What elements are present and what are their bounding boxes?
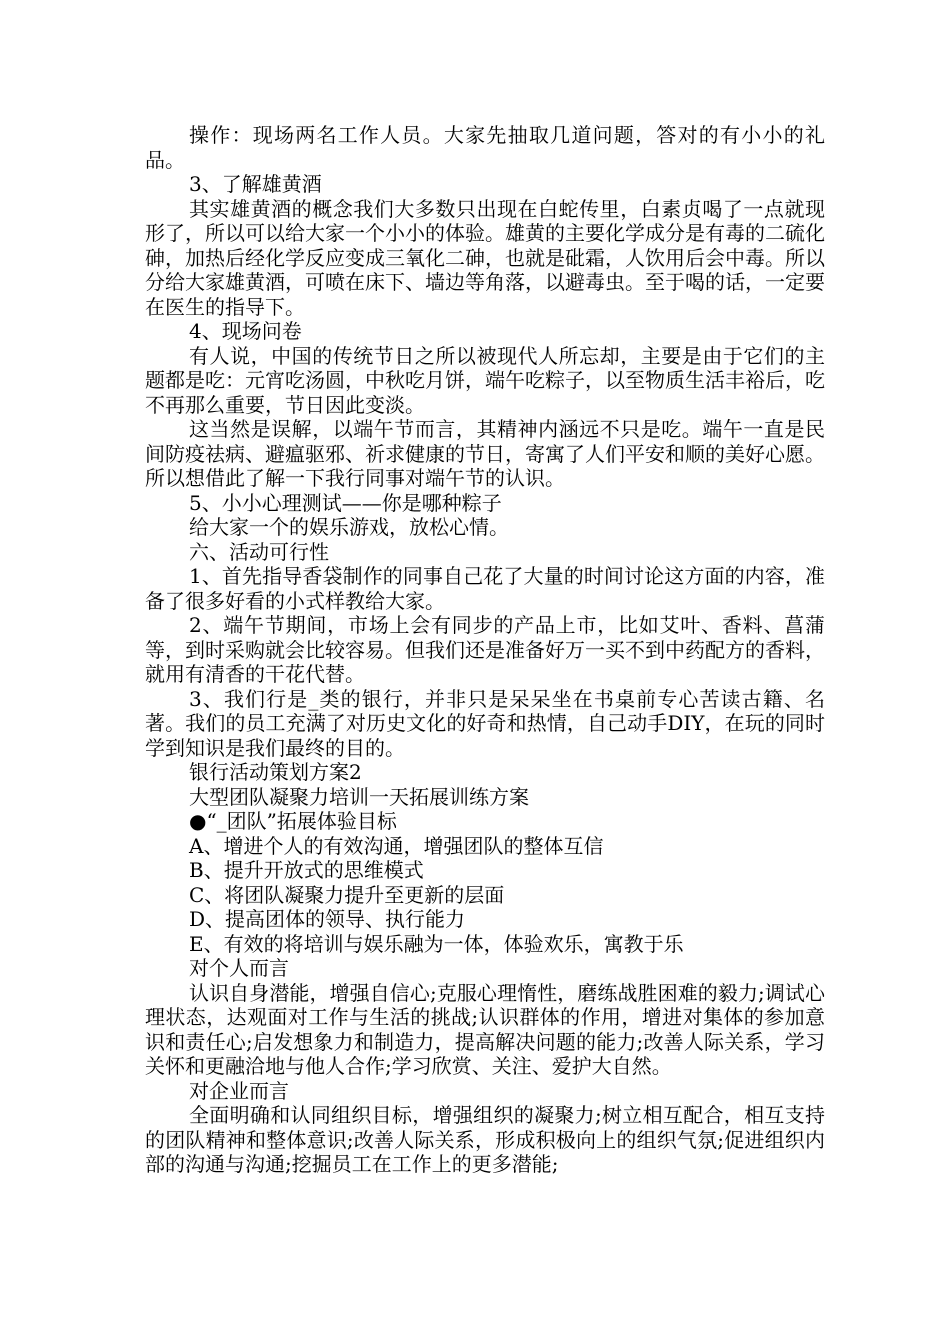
list-item: E、有效的将培训与娱乐融为一体，体验欢乐，寓教于乐	[189, 931, 684, 956]
paragraph: 有人说，中国的传统节日之所以被现代人所忘却，主要是由于它们的主题都是吃：元宵吃汤圆，中秋吃月饼，端午吃粽子，以至物质生活丰裕后，吃不再那么重要，节日因此变淡。	[145, 343, 825, 417]
section-heading: 5、小小心理测试——你是哪种粽子	[189, 490, 502, 515]
list-item: B、提升开放式的思维模式	[189, 858, 424, 882]
document-title: 银行活动策划方案2	[189, 760, 362, 784]
section-heading: 六、活动可行性	[189, 539, 329, 564]
section-heading: 对个人而言	[189, 956, 289, 980]
paragraph: 操作：现场两名工作人员。大家先抽取几道问题，答对的有小小的礼品。	[145, 123, 825, 172]
bullet-heading: ●“_团队”拓展体验目标	[189, 809, 397, 833]
section-heading: 3、了解雄黄酒	[189, 172, 322, 196]
document-subtitle: 大型团队凝聚力培训一天拓展训练方案	[189, 784, 529, 809]
paragraph: 给大家一个的娱乐游戏，放松心情。	[189, 515, 509, 539]
section-heading: 对企业而言	[189, 1078, 289, 1103]
list-item: A、增进个人的有效沟通，增强团队的整体互信	[189, 833, 604, 858]
section-heading: 4、现场问卷	[189, 319, 302, 343]
document-body	[145, 123, 825, 1177]
paragraph: 3、我们行是_类的银行，并非只是呆呆坐在书桌前专心苦读古籍、名著。我们的员工充满了对历史文化的好奇和热情，自己动手DIY，在玩的同时学到知识是我们最终的目的。	[145, 686, 825, 760]
list-item: D、提高团体的领导、执行能力	[189, 907, 466, 931]
paragraph: 全面明确和认同组织目标，增强组织的凝聚力;树立相互配合，相互支持的团队精神和整体意识;改善人际关系，形成积极向上的组织气氛;促进组织内部的沟通与沟通;挖掘员工在工作上的更多潜能;	[145, 1103, 825, 1176]
paragraph: 1、首先指导香袋制作的同事自己花了大量的时间讨论这方面的内容，准备了很多好看的小式样教给大家。	[145, 564, 825, 613]
paragraph: 2、端午节期间，市场上会有同步的产品上市，比如艾叶、香料、菖蒲等，到时采购就会比较容易。但我们还是准备好万一买不到中药配方的香料，就用有清香的干花代替。	[145, 613, 825, 686]
paragraph: 认识自身潜能，增强自信心;克服心理惰性，磨练战胜困难的毅力;调试心理状态，达观面对工作与生活的挑战;认识群体的作用，增进对集体的参加意识和责任心;启发想象力和制造力，提高解决问题的能力;改善人际关系，学习关怀和更融洽地与他人合作;学习欣赏、关注、爱护大自然。	[145, 980, 825, 1078]
paragraph: 这当然是误解，以端午节而言，其精神内涵远不只是吃。端午一直是民间防疫祛病、避瘟驱邪、祈求健康的节日，寄寓了人们平安和顺的美好心愿。所以想借此了解一下我行同事对端午节的认识。	[145, 417, 825, 490]
list-item: C、将团队凝聚力提升至更新的层面	[189, 882, 505, 907]
paragraph: 其实雄黄酒的概念我们大多数只出现在白蛇传里，白素贞喝了一点就现形了，所以可以给大家一个小小的体验。雄黄的主要化学成分是有毒的二硫化砷，加热后经化学反应变成三氧化二砷，也就是砒霜，人饮用后会中毒。所以分给大家雄黄酒，可喷在床下、墙边等角落，以避毒虫。至于喝的话，一定要在医生的指导下。	[145, 196, 825, 319]
